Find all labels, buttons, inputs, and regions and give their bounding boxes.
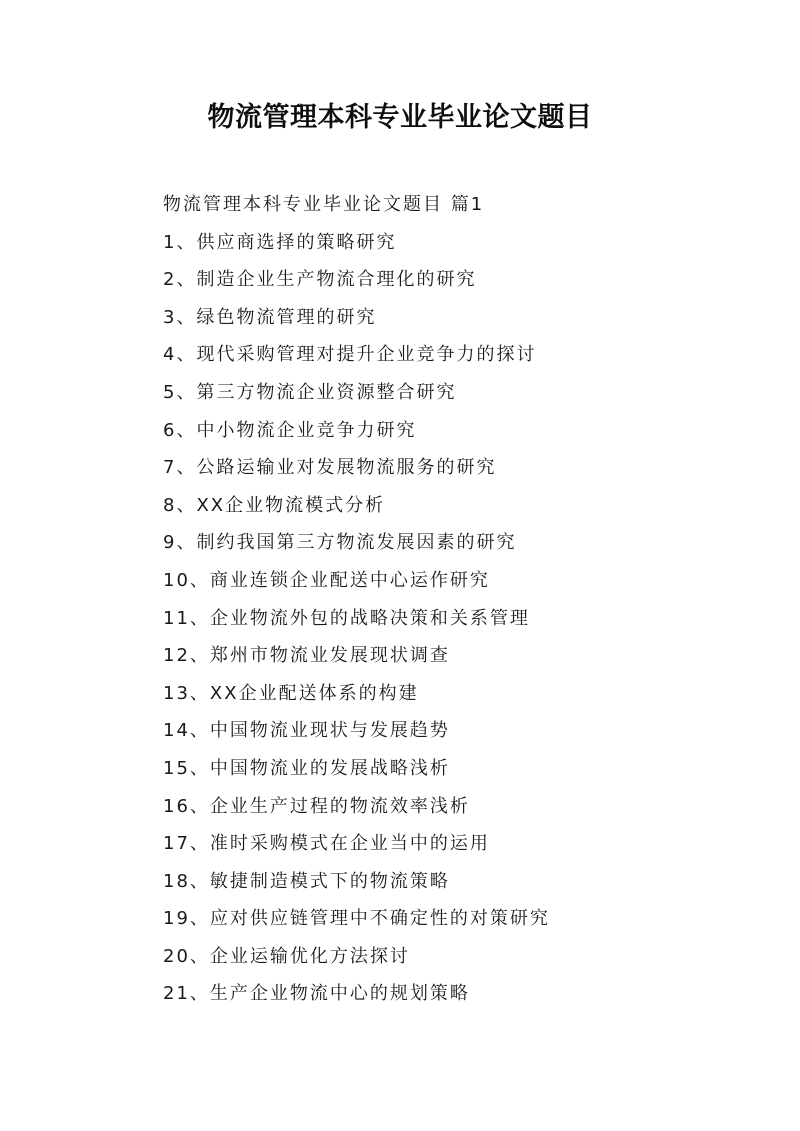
list-item: 13、XX企业配送体系的构建: [163, 682, 419, 704]
list-item: 7、公路运输业对发展物流服务的研究: [163, 457, 497, 479]
list-item: 16、企业生产过程的物流效率浅析: [163, 795, 470, 817]
list-item: 10、商业连锁企业配送中心运作研究: [163, 569, 490, 591]
list-item: 11、企业物流外包的战略决策和关系管理: [163, 607, 530, 629]
topic-list: [163, 224, 763, 1013]
list-item: 19、应对供应链管理中不确定性的对策研究: [163, 908, 550, 930]
list-item: 20、企业运输优化方法探讨: [163, 945, 410, 967]
list-item: 1、供应商选择的策略研究: [163, 231, 397, 253]
list-item: 8、XX企业物流模式分析: [163, 494, 386, 516]
list-item: 21、生产企业物流中心的规划策略: [163, 983, 470, 1005]
list-item: 14、中国物流业现状与发展趋势: [163, 720, 450, 742]
list-item: 15、中国物流业的发展战略浅析: [163, 757, 450, 779]
list-item: 9、制约我国第三方物流发展因素的研究: [163, 532, 517, 554]
list-item: 2、制造企业生产物流合理化的研究: [163, 269, 477, 291]
list-item: 4、现代采购管理对提升企业竞争力的探讨: [163, 344, 537, 366]
document-body: [163, 186, 763, 1013]
list-item: 12、郑州市物流业发展现状调查: [163, 645, 450, 667]
list-item: 3、绿色物流管理的研究: [163, 306, 377, 328]
list-item: 6、中小物流企业竞争力研究: [163, 419, 417, 441]
document-title: 物流管理本科专业毕业论文题目: [207, 102, 593, 133]
list-item: 5、第三方物流企业资源整合研究: [163, 381, 457, 403]
list-item: 18、敏捷制造模式下的物流策略: [163, 870, 450, 892]
list-item: 17、准时采购模式在企业当中的运用: [163, 833, 490, 855]
section-heading: 物流管理本科专业毕业论文题目 篇1: [163, 194, 485, 215]
